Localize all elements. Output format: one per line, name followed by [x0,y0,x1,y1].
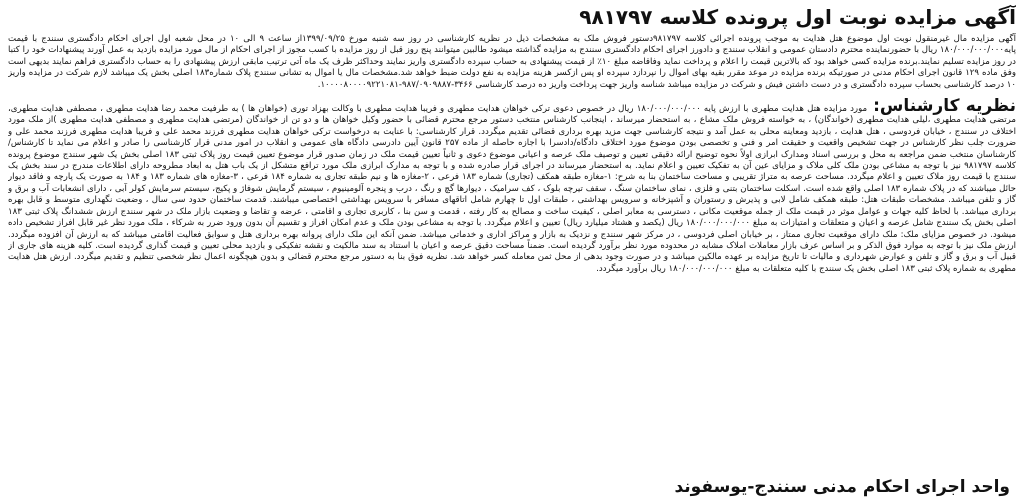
notice-page [8,4,1016,498]
expert-opinion-body: مورد مزایده هتل هدایت مطهری با ارزش پایه ۱۸۰/۰۰۰/۰۰۰/۰۰۰ ریال در خصوص دعوی ترکی خواهان هدایت مطهری و فریبا هدایت مطهری با وکالت بهزاد توری (خواهان ها ) به طرفیت محمد رضا هدایت مطهری ، مصطفی هدایت مطهری، مرتضی هدایت مطهری ،لیلی هدایت مطهری (خواندگان) ، به خواسته فروش ملک مشاع ، به استحضار میرساند ، اینجانب کارشناس منتخب دستور مرجع محترم قضائی با حضور وکیل خواهان ها و دو تن از خواندگان (مرتضی هدایت مطهری و مصطفی هدایت مطهری )از ملک مورد اختلاف در سنندج ، خیابان فردوسی ، هتل هدایت ، بازدید ومعاینه محلی به عمل آمد و نتیجه کارشناسی جهت مزید بهره برداری قضائی تقدیم میگردد. قرار کارشناسی: با عنایت به درخواست ترکی خواهان هدایت مطهری فرزند محمد علی و فریبا هدایت مطهری فرزند محمد علی و ضرورت جلب نظر کارشناس در جهت تشخیص واقعیت و حقیقت امر و فنی و تخصصی بودن موضوع مورد اختلاف دادگاه/دادسرا با اجازه حاصله از ماده ۲۵۷ قانون آیین دادرسی دادگاه های عمومی و انقلاب در امور مدنی قرار کارشناسی را صادر و اعلام می نماید تا کارشناس/کارشناسان منتخب ضمن مراجعه به محل و بررسی اسناد ومدارک ابرازی اولاً نحوه توضیح ارائه دقیقی تعیین و توصیف ملک عرصه و اعیانی موضوع دعوی و ثانیاً تعیین قیمت ملک در زمان صدور قرار موضوع تعیین قیمت روز پلاک ثبتی ۱۸۳ اصلی بخش یک شهر سنندج موضوع پرونده کلاسه ۹۸۱۷۹۷ نیز با توجه به مشاعی بودن ملک کلی ملاک و مزایای عین آن به تفکیک تعیین و اعلام نماید. به استحضار میرساند در اجرای قرار صادره شده و با توجه به مدارک ابرازی ملک مورد ترافع متشکل از یک باب هتل به ابعاد مطروحه دارای اطلاعات مندرج در سند بخش یک سنندج با قیمت روز ملاک تعیین و اعلام میگردد. مساحت عرصه به متراژ تقریبی و مساحت ساختمان بنا به شرح: ۱-مغازه طبقه همکف (تجاری) شماره ۱۸۳ فرعی ، ۲-مغازه ها و نیم طبقه تجاری به شماره ۱۸۴ فرعی ، ۳-مغازه های شماره ۱۸۳ و ۱۸۴ به صورت یک پارچه و فاقد دیوار حائل میباشند که در پلاک شماره ۱۸۳ اصلی واقع شده است. اسکلت ساختمان بتنی و فلزی ، نمای ساختمان سنگ ، سقف تیرچه بلوک ، کف سرامیک ، دیوارها گچ و رنگ ، درب و پنجره آلومینیوم ، سیستم گرمایش شوفاژ و پکیج، سیستم سرمایش کولر آبی ، دارای انشعابات آب و برق و گاز و تلفن میباشد. مشخصات طبقات هتل: طبقه همکف شامل لابی و پذیرش و رستوران و آشپزخانه و سرویس بهداشتی ، طبقات اول تا چهارم شامل اتاقهای مسافر با سرویس بهداشتی اختصاصی میباشند. قدمت ساختمان حدود سی سال ، وضعیت نگهداری متوسط و قابل بهره برداری میباشد. با لحاظ کلیه جهات و عوامل موثر در قیمت ملک از جمله موقعیت مکانی ، دسترسی به معابر اصلی ، کیفیت ساخت و مصالح به کار رفته ، قدمت و سن بنا ، کاربری تجاری و اقامتی ، عرضه و تقاضا و وضعیت بازار ملک در شهر سنندج ارزش ششدانگ پلاک ثبتی ۱۸۳ اصلی بخش یک سنندج شامل عرصه و اعیان و متعلقات و امتیازات به مبلغ ۱۸۰/۰۰۰/۰۰۰/۰۰۰ ریال (یکصد و هشتاد میلیارد ریال) تعیین و اعلام میگردد. با توجه به مشاعی بودن ملک و عدم امکان افراز و تقسیم آن بدون ورود ضرر به شرکاء ، ملک مورد نظر غیر قابل افراز تشخیص داده میشود. در خصوص مزایای ملک: ملک دارای موقعیت تجاری ممتاز ، بر خیابان اصلی فردوسی ، در مرکز شهر سنندج و نزدیک به بازار و مراکز اداری و خدماتی میباشد. ضمن آنکه این ملک دارای پروانه بهره برداری هتل و سوابق فعالیت اقامتی میباشد که به ارزش آن افزوده میگردد. ارزش ملک نیز با توجه به موارد فوق الذکر و بر اساس عرف بازار معاملات املاک مشابه در محدوده مورد نظر برآورد گردیده است. ضمناً مساحت دقیق عرصه و اعیان با استناد به سند مالکیت و نقشه تفکیکی و بازدید محلی تعیین و قیمت گذاری گردیده است. کلیه هزینه های جاری از قبیل آب و برق و گاز و تلفن و عوارض شهرداری و مالیات تا تاریخ مزایده بر عهده مالکین میباشد و در صورت وجود بدهی از محل ثمن معامله کسر خواهد شد. نظریه فوق بنا به دستور مرجع محترم قضائی و بدون هیچگونه اعمال نظر شخصی تنظیم و تقدیم میگردد. ارزش هتل هدایت مطهری به شماره پلاک ثبتی ۱۸۳ اصلی بخش یک سنندج با کلیه متعلقات به مبلغ ۱۸۰/۰۰۰/۰۰۰/۰۰۰ ریال برآورد میگردد. [8,104,1016,274]
expert-opinion-section [8,97,1016,275]
notice-intro-paragraph: آگهی مزایده مال غیرمنقول نوبت اول موضوع هتل هدایت به موجب پرونده اجرائی کلاسه ۹۸۱۷۹۷دستور فروش ملک به مشخصات ذیل در نظریه کارشناسی در روز سه شنبه مورخ ۱۳۹۹/۰۹/۲۵از ساعت ۹ الی ۱۰ در محل شعبه اول اجرای احکام دادگستری سنندج با قیمت پایه۱۸۰/۰۰۰/۰۰۰/۰۰۰ ریال با حضورنماینده محترم دادستان عمومی و انقلاب سنندج و دادورز اجرای احکام دادگستری سنندج به مزایده گذاشته میشود طالبین میتوانند پنج روز قبل از روز مزایده با کسب مجوز از اجرای احکام از مال مورد مزایده بازدید به عمل آورند پیشنهادات خود را کتبا در روز مزایده تسلیم نمایند.برنده مزایده کسی خواهد بود که بالاترین قیمت را اعلام و پرداخت نماید وفاقاضه مبلغ ۱۰٪ از قیمت پیشنهادی به حساب سپرده دادگستری واریز نمایند وحداکثر ظرف یک ماه آتی ترتیب مابقی ارزش پیشنهادی را به حساب دادگستری فراهم نمایند بدیهی است وفق ماده ۱۲۹ قانون اجرای احکام مدنی در صورتیکه برنده مزایده در موعد مقرر بقیه بهای اموال را نپردازد سپرده او پس ازکسر هزینه مزایده به نفع دولت ضبط خواهد شد.مشخصات مال یا اموال به تشانی سنندج پلاک شماره۱۸۳ اصلی بخش یک میباشد لازم شرکت در مزایده واریز ۱۰ درصد کارشناسی بحساب سپرده دادگستری و در دست داشتن فیش و شرکت در مزایده میباشد شناسه واریز جهت پرداخت واریز ده درصد کارشناسی ۳۴۶۶-۹۸۷/۰۹۰۹۸۸۷-۱۰۰۰۰۸۰۰۰۰۹۲۲۱۰۸۱. [8,34,1016,90]
office-signature: واحد اجرای احکام مدنی سنندج-یوسفوند [674,477,1010,497]
expert-opinion-heading: نظریه کارشناس: [873,96,1016,117]
notice-title: آگهی مزایده نوبت اول پرونده کلاسه ۹۸۱۷۹۷ [579,5,1016,29]
